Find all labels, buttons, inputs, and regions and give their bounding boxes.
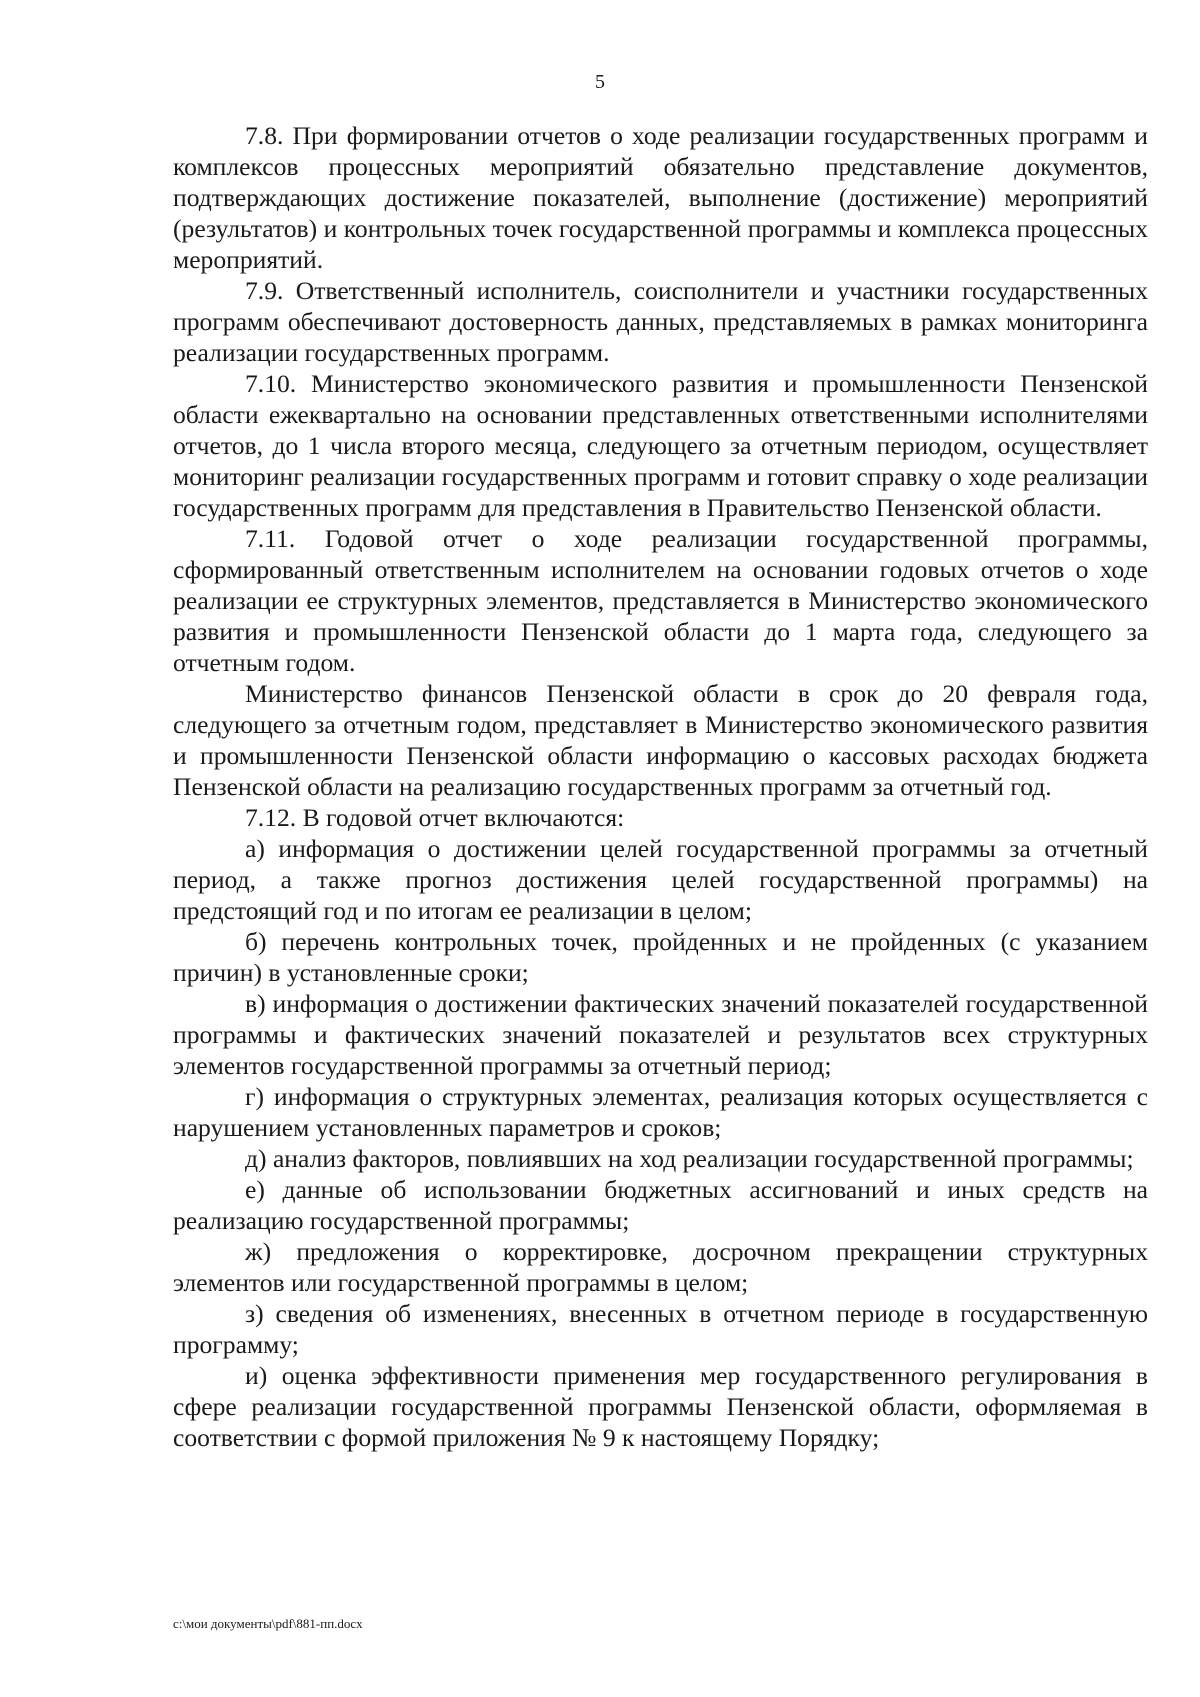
paragraph-7-11: 7.11. Годовой отчет о ходе реализации государственной программы, сформированный ответственным исполнителем на основании годовых отчетов о ходе реализации ее структурных элементов, представляется в Министерство экономического развития и промышленности Пензенской области до 1 марта года, следующего за отчетным годом.	[173, 524, 1148, 677]
paragraph-7-8: 7.8. При формировании отчетов о ходе реализации государственных программ и комплексов процессных мероприятий обязательно представление документов, подтверждающих достижение показателей, выполнение (достижение) мероприятий (результатов) и контрольных точек государственной программы и комплекса процессных мероприятий.	[173, 121, 1148, 274]
document-body	[173, 120, 1148, 1453]
paragraph-7-9: 7.9. Ответственный исполнитель, соисполнители и участники государственных программ обеспечивают достоверность данных, представляемых в рамках мониторинга реализации государственных программ.	[173, 276, 1148, 367]
page-number: 5	[595, 71, 605, 93]
list-item-e: е) данные об использовании бюджетных ассигнований и иных средств на реализацию государственной программы;	[173, 1175, 1148, 1235]
paragraph-7-10: 7.10. Министерство экономического развития и промышленности Пензенской области ежеквартально на основании представленных ответственными исполнителями отчетов, до 1 числа второго месяца, следующего за отчетным периодом, осуществляет мониторинг реализации государственных программ и готовит справку о ходе реализации государственных программ для представления в Правительство Пензенской области.	[173, 369, 1148, 522]
list-item-a: а) информация о достижении целей государственной программы за отчетный период, а также прогноз достижения целей государственной программы) на предстоящий год и по итогам ее реализации в целом;	[173, 834, 1148, 925]
list-item-i: и) оценка эффективности применения мер государственного регулирования в сфере реализации государственной программы Пензенской области, оформляемая в соответствии с формой приложения № 9 к настоящему Порядку;	[173, 1361, 1148, 1452]
list-item-d: д) анализ факторов, повлиявших на ход реализации государственной программы;	[245, 1144, 1134, 1173]
list-item-zh: ж) предложения о корректировке, досрочном прекращении структурных элементов или государственной программы в целом;	[173, 1237, 1148, 1297]
list-item-z: з) сведения об изменениях, внесенных в отчетном периоде в государственную программу;	[173, 1299, 1148, 1359]
list-item-g: г) информация о структурных элементах, реализация которых осуществляется с нарушением установленных параметров и сроков;	[173, 1082, 1148, 1142]
list-item-v: в) информация о достижении фактических значений показателей государственной программы и фактических значений показателей и результатов всех структурных элементов государственной программы за отчетный период;	[173, 989, 1148, 1080]
paragraph-7-12: 7.12. В годовой отчет включаются:	[245, 803, 625, 832]
footer-file-path: c:\мои документы\pdf\881-пп.docx	[173, 1616, 363, 1631]
list-item-b: б) перечень контрольных точек, пройденных и не пройденных (с указанием причин) в установленные сроки;	[173, 927, 1148, 987]
paragraph-minfin: Министерство финансов Пензенской области в срок до 20 февраля года, следующего за отчетным годом, представляет в Министерство экономического развития и промышленности Пензенской области информацию о кассовых расходах бюджета Пензенской области на реализацию государственных программ за отчетный год.	[173, 679, 1148, 801]
